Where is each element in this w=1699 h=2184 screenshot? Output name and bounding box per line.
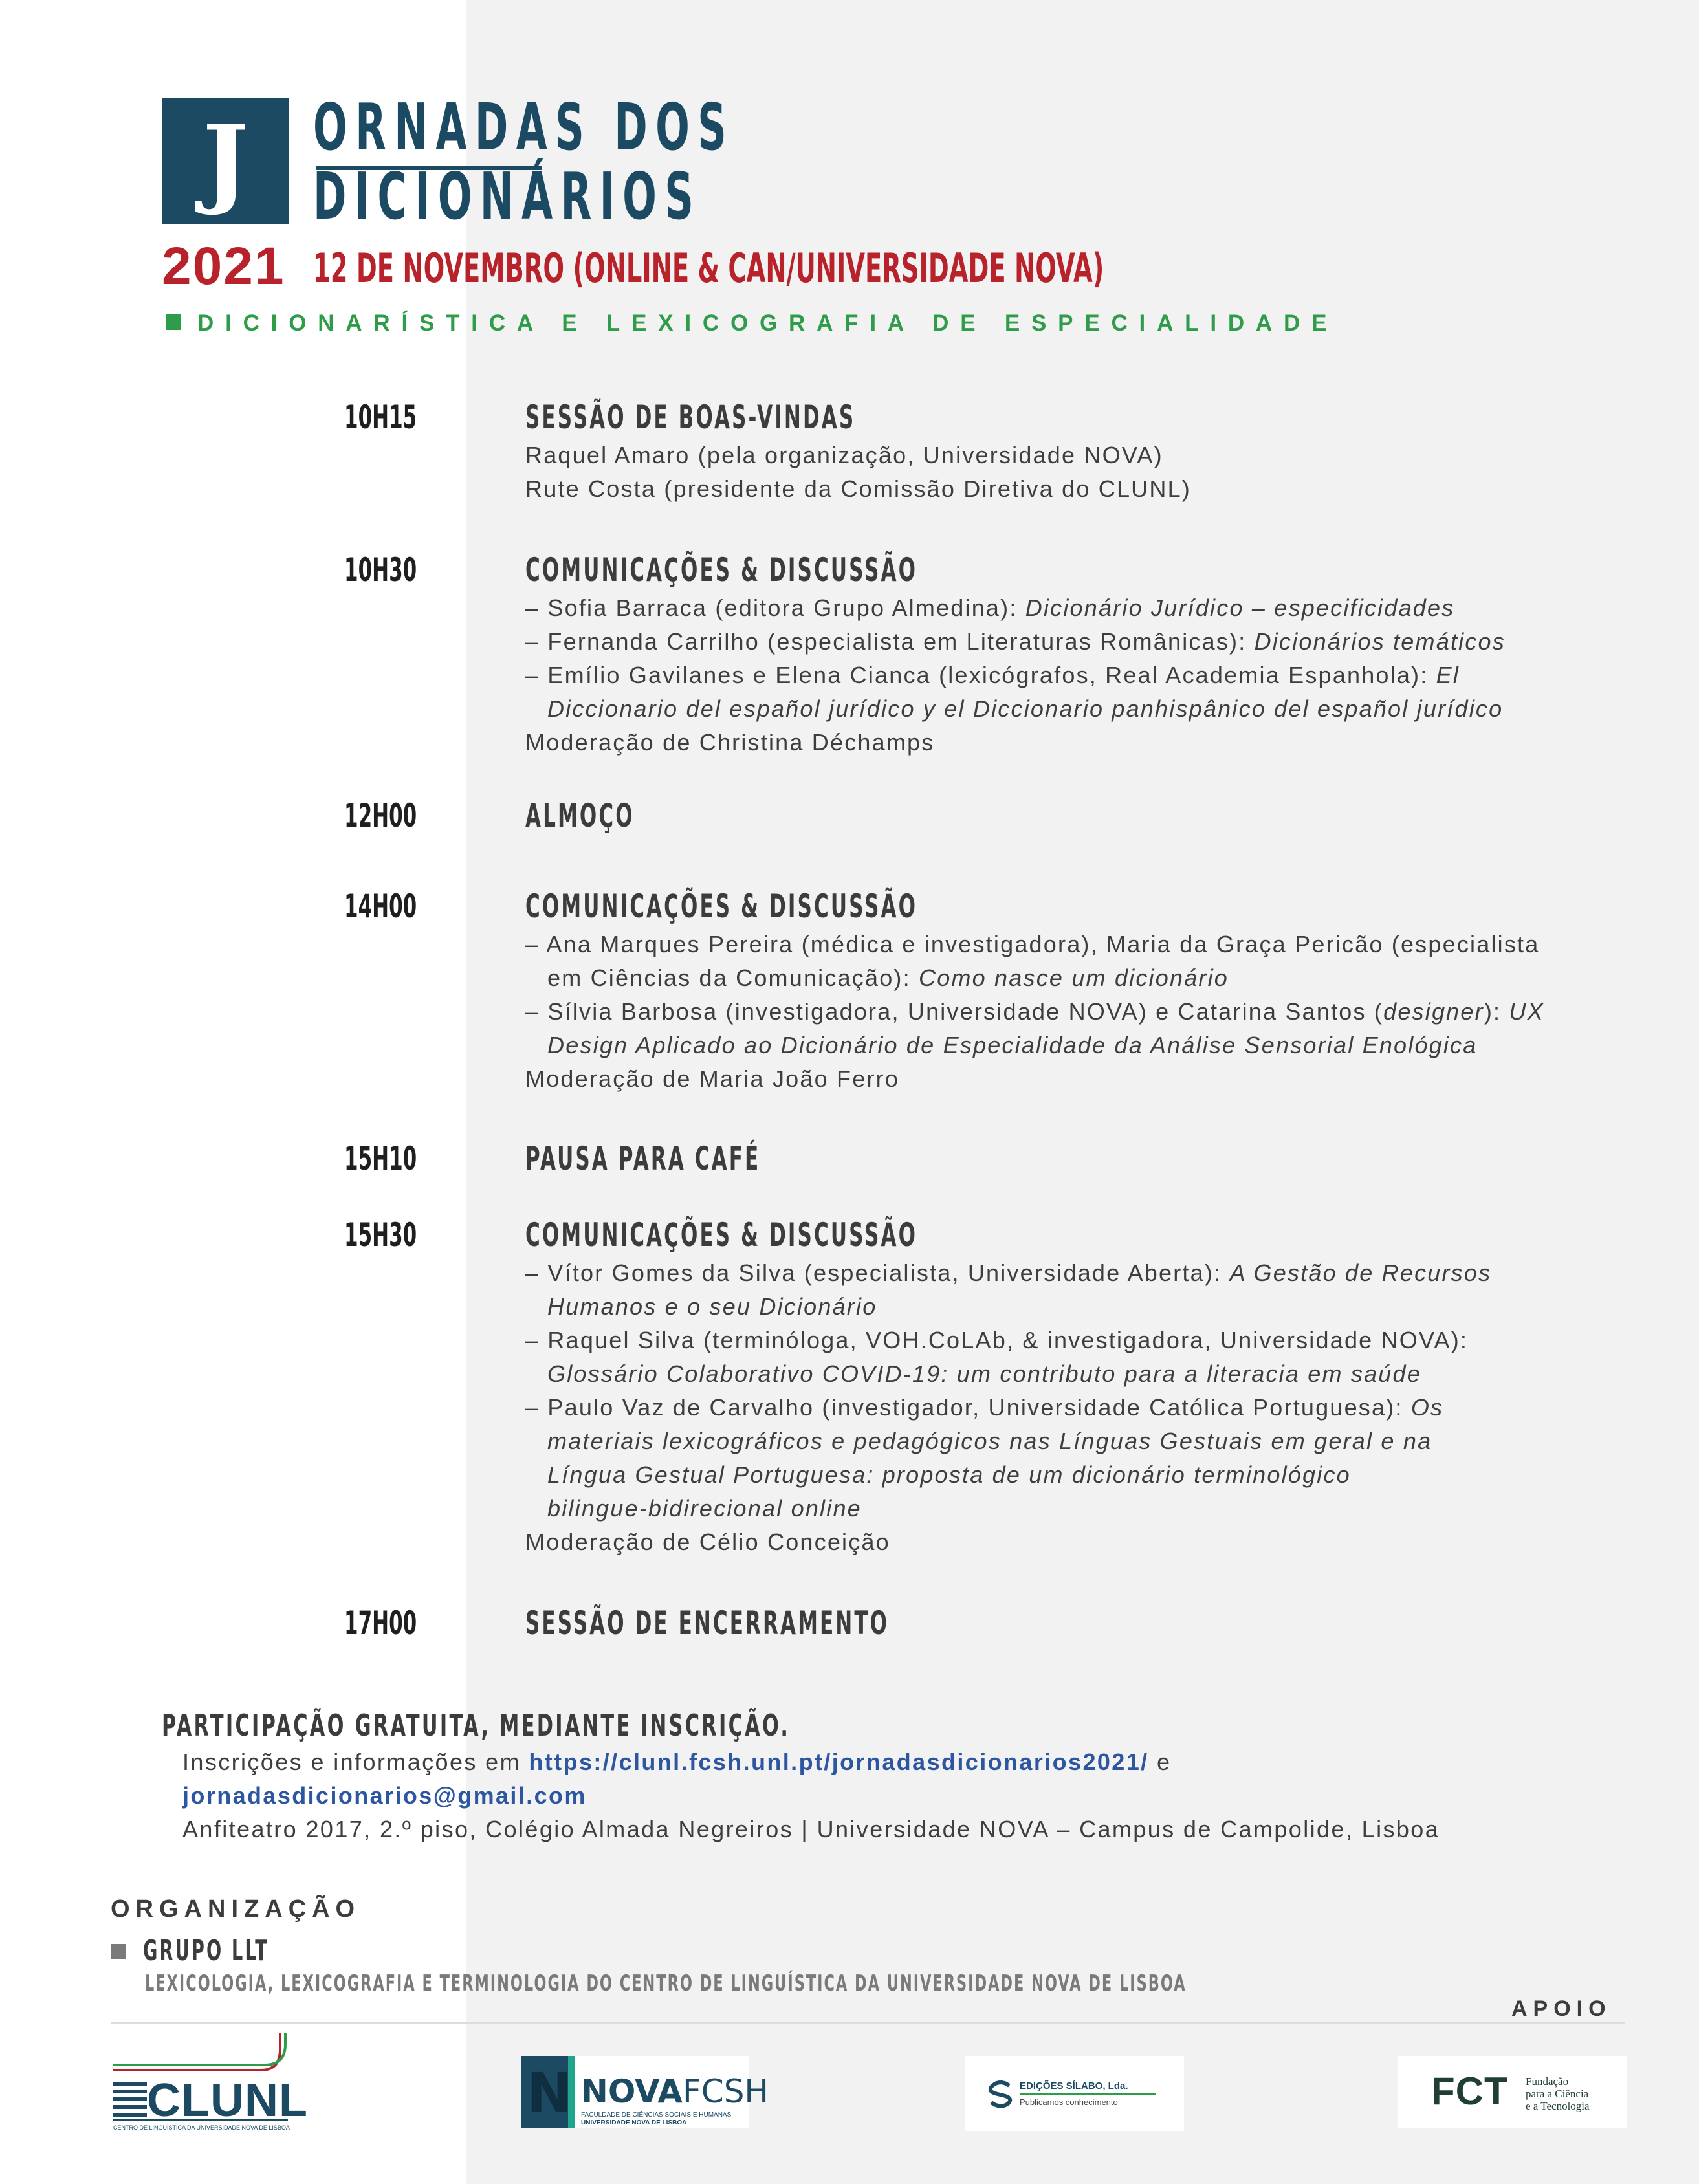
- detail-line: Rute Costa (presidente da Comissão Diretiva do CLUNL): [525, 475, 1191, 502]
- detail-line: Humanos e o seu Dicionário: [547, 1293, 877, 1320]
- group-name: GRUPO LLT: [143, 1934, 269, 1967]
- session-details: [525, 928, 1690, 1096]
- footer-divider: [111, 2022, 1625, 2024]
- novafcsh-wordmark: NOVAFCSH: [581, 2073, 769, 2110]
- detail-line: – Paulo Vaz de Carvalho (investigador, Universidade Católica Portuguesa): Os: [525, 1394, 1444, 1421]
- clunl-wordmark: CLUNL: [147, 2075, 308, 2126]
- detail-line: Moderação de Célio Conceição: [525, 1529, 890, 1555]
- detail-line: Moderação de Maria João Ferro: [525, 1065, 900, 1092]
- group-bullet: [111, 1944, 126, 1959]
- fct-fullname: Fundação para a Ciência e a Tecnologia: [1526, 2075, 1590, 2112]
- detail-line: – Sofia Barraca (editora Grupo Almedina): Dicionário Jurídico – especificidades: [525, 595, 1455, 621]
- session-time: 10H15: [344, 399, 417, 436]
- title-line-2: DICIONÁRIOS: [313, 158, 702, 234]
- detail-line: Língua Gestual Portuguesa: proposta de um dicionário terminológico: [547, 1461, 1351, 1488]
- detail-line: Diccionario del español jurídico y el Diccionario panhispânico del español jurídico: [547, 695, 1504, 722]
- title-line-1: ORNADAS DOS: [313, 89, 735, 165]
- participation-note: PARTICIPAÇÃO GRATUITA, MEDIANTE INSCRIÇÃO.: [162, 1708, 791, 1743]
- nova-letter: N: [527, 2061, 573, 2124]
- silabo-name: EDIÇÕES SÍLABO, Lda.: [1020, 2080, 1128, 2091]
- event-date: 12 DE NOVEMBRO (ONLINE & CAN/UNIVERSIDADE NOVA): [313, 245, 1104, 292]
- j-logo-box: [162, 98, 289, 224]
- session-title: SESSÃO DE ENCERRAMENTO: [525, 1604, 890, 1642]
- session-details: [525, 591, 1690, 759]
- organization-heading: ORGANIZAÇÃO: [111, 1895, 361, 1923]
- fct-wordmark: FCT: [1431, 2069, 1509, 2113]
- session-title: COMUNICAÇÕES & DISCUSSÃO: [525, 888, 918, 925]
- registration-info: [182, 1745, 1440, 1846]
- detail-line: Glossário Colaborativo COVID-19: um contributo para a literacia em saúde: [547, 1360, 1421, 1387]
- fct-logo: [1398, 2056, 1627, 2128]
- tagline-bullet: [166, 314, 181, 330]
- detail-line: – Sílvia Barbosa (investigadora, Universidade NOVA) e Catarina Santos (designer): UX: [525, 998, 1544, 1025]
- silabo-tagline: Publicamos conhecimento: [1020, 2097, 1118, 2107]
- info-line: [182, 1779, 1440, 1813]
- group-description: LEXICOLOGIA, LEXICOGRAFIA E TERMINOLOGIA DO CENTRO DE LINGUÍSTICA DA UNIVERSIDADE NOVA DE LISBOA: [145, 1971, 1187, 1996]
- event-year: 2021: [162, 237, 285, 296]
- clunl-logo: [111, 2030, 308, 2137]
- session-time: 17H00: [344, 1604, 417, 1642]
- session-time: 12H00: [344, 797, 417, 835]
- venue-line: Anfiteatro 2017, 2.º piso, Colégio Almada Negreiros | Universidade NOVA – Campus de Campolide, Lisboa: [182, 1816, 1440, 1842]
- session-title: ALMOÇO: [525, 797, 635, 835]
- novafcsh-sub1: FACULDADE DE CIÊNCIAS SOCIAIS E HUMANAS: [581, 2112, 732, 2119]
- session-title: COMUNICAÇÕES & DISCUSSÃO: [525, 551, 918, 589]
- novafcsh-sub2: UNIVERSIDADE NOVA DE LISBOA: [581, 2119, 687, 2126]
- clunl-subtitle: CENTRO DE LINGUÍSTICA DA UNIVERSIDADE NOVA DE LISBOA: [113, 2124, 290, 2131]
- j-letter: J: [203, 104, 248, 218]
- info-line: Inscrições e informações em https://clunl.fcsh.unl.pt/jornadasdicionarios2021/ e: [182, 1749, 1172, 1775]
- session-title: PAUSA PARA CAFÉ: [525, 1140, 761, 1177]
- detail-line: – Emílio Gavilanes e Elena Cianca (lexicógrafos, Real Academia Espanhola): El: [525, 662, 1460, 688]
- silabo-logo: [965, 2056, 1184, 2131]
- support-heading: APOIO: [1511, 1996, 1612, 2021]
- silabo-s-icon: [986, 2079, 1014, 2108]
- detail-line: – Fernanda Carrilho (especialista em Literaturas Românicas): Dicionários temáticos: [525, 628, 1506, 655]
- session-time: 10H30: [344, 551, 417, 589]
- detail-line: bilingue-bidirecional online: [547, 1495, 862, 1522]
- silabo-rule: [1020, 2093, 1156, 2095]
- detail-line: – Raquel Silva (terminóloga, VOH.CoLAb, & investigadora, Universidade NOVA):: [525, 1327, 1469, 1353]
- detail-line: Moderação de Christina Déchamps: [525, 729, 935, 756]
- detail-line: materiais lexicográficos e pedagógicos nas Línguas Gestuais em geral e na: [547, 1428, 1432, 1454]
- session-title: COMUNICAÇÕES & DISCUSSÃO: [525, 1216, 918, 1254]
- session-details: [525, 1256, 1690, 1559]
- detail-line: Design Aplicado ao Dicionário de Especialidade da Análise Sensorial Enológica: [547, 1032, 1478, 1058]
- novafcsh-logo: [521, 2056, 769, 2128]
- session-details: [525, 439, 1690, 506]
- detail-line: Raquel Amaro (pela organização, Universidade NOVA): [525, 442, 1163, 468]
- detail-line: – Ana Marques Pereira (médica e investigadora), Maria da Graça Pericão (especialista: [525, 931, 1540, 957]
- session-title: SESSÃO DE BOAS-VINDAS: [525, 399, 856, 436]
- detail-line: em Ciências da Comunicação): Como nasce um dicionário: [547, 965, 1229, 991]
- session-time: 15H30: [344, 1216, 417, 1254]
- tagline: DICIONARÍSTICA E LEXICOGRAFIA DE ESPECIALIDADE: [197, 311, 1339, 336]
- session-time: 14H00: [344, 888, 417, 925]
- contact-email-link[interactable]: jornadasdicionarios@gmail.com: [182, 1782, 587, 1809]
- session-time: 15H10: [344, 1140, 417, 1177]
- detail-line: – Vítor Gomes da Silva (especialista, Universidade Aberta): A Gestão de Recursos: [525, 1260, 1492, 1286]
- registration-link[interactable]: https://clunl.fcsh.unl.pt/jornadasdicionarios2021/: [529, 1749, 1149, 1775]
